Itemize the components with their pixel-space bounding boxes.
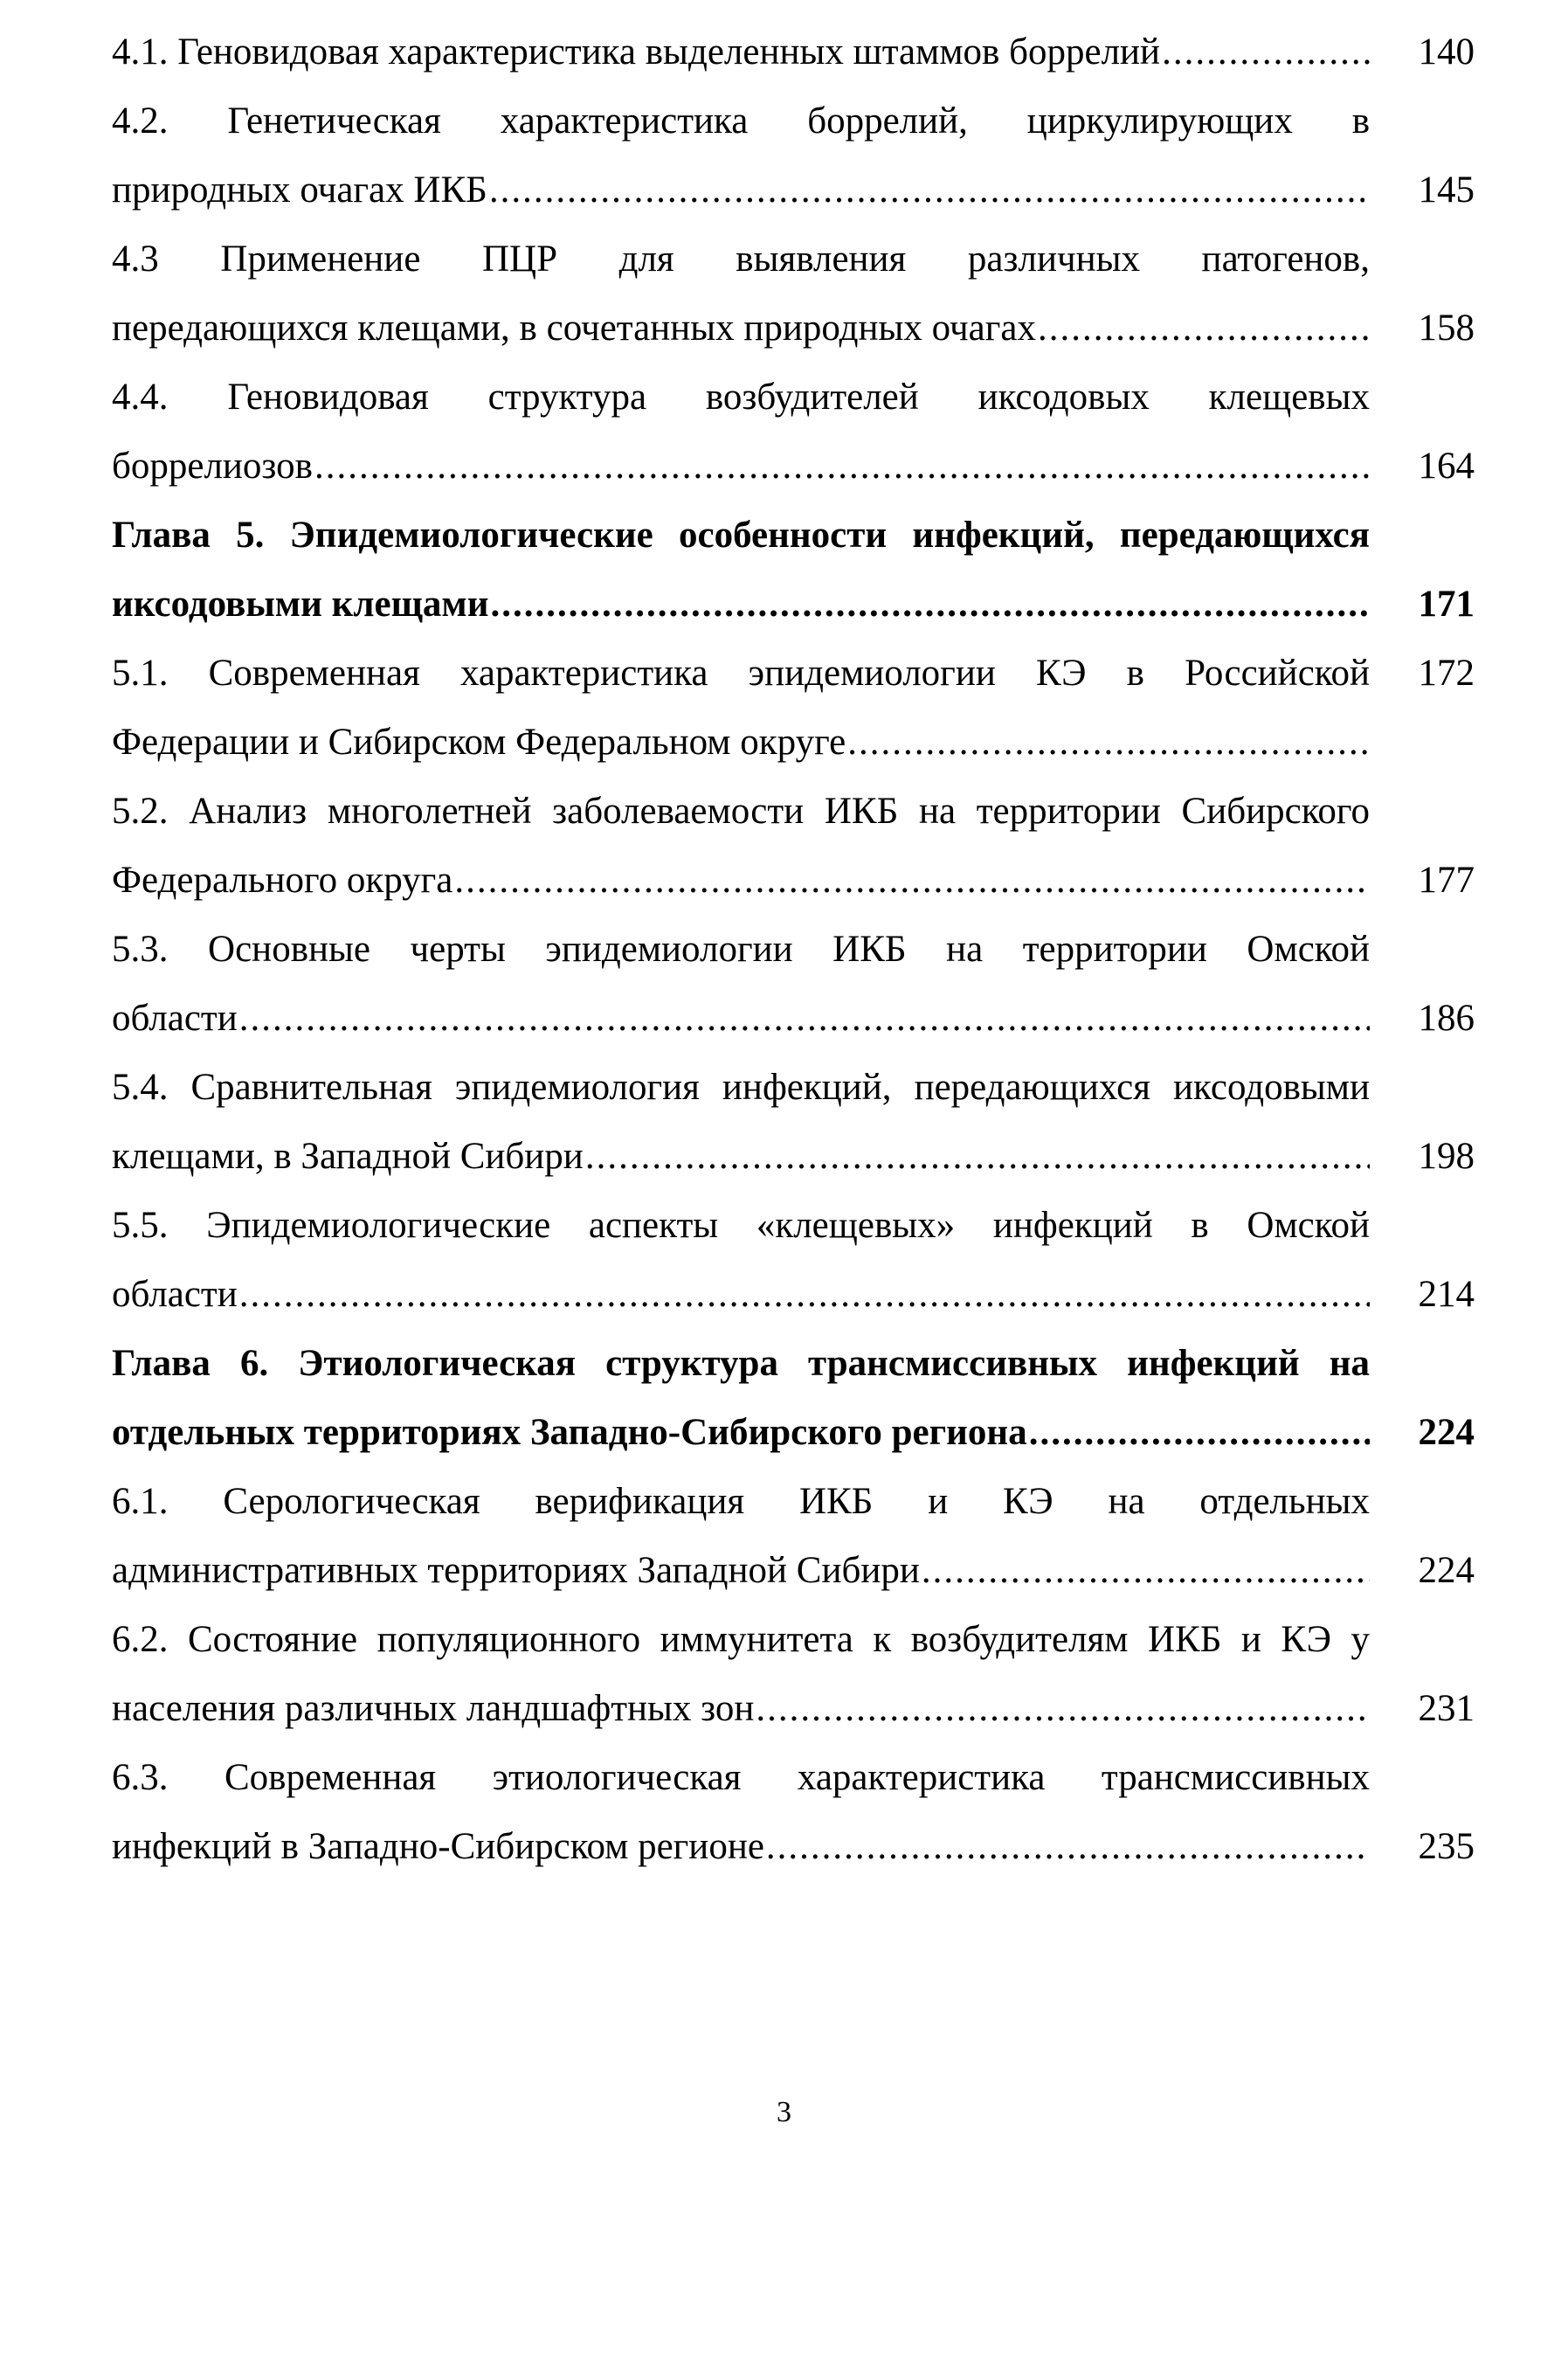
toc-entry-title-line: 4.3 Применение ПЦР для выявления различных патогенов,: [112, 239, 1370, 280]
toc-page-number: 172: [1418, 653, 1475, 694]
toc-entry-title-line: населения различных ландшафтных зон: [112, 1688, 755, 1729]
dot-leader: [314, 432, 1370, 501]
toc-entry-line: [112, 1536, 1475, 1605]
toc-entry-title-line: клещами, в Западной Сибири: [112, 1136, 584, 1177]
toc-entry-text: [112, 846, 1370, 915]
toc-entry-title-line: 4.1. Геновидовая характеристика выделенных штаммов боррелий: [112, 31, 1161, 73]
toc-entry-line: [112, 1260, 1475, 1329]
toc-entry-title-line: инфекций в Западно-Сибирском регионе: [112, 1826, 764, 1867]
toc-entry-text: [112, 86, 1370, 156]
toc-page-number: 158: [1418, 308, 1475, 349]
toc-entry-title-line: 4.2. Генетическая характеристика боррелий, циркулирующих в: [112, 100, 1370, 142]
toc-section-entry: [112, 1053, 1475, 1191]
toc-entry-title-line: Глава 5. Эпидемиологические особенности инфекций, передающихся: [112, 515, 1370, 556]
toc-chapter-entry: [112, 501, 1475, 639]
toc-page-number: 235: [1418, 1826, 1475, 1867]
toc-entry-title-line: 5.4. Сравнительная эпидемиология инфекций, передающихся иксодовыми: [112, 1067, 1370, 1108]
toc-page-number: 140: [1418, 31, 1475, 73]
dot-leader: [489, 156, 1370, 225]
toc-page-number: 186: [1418, 998, 1475, 1039]
toc-entry-text: [112, 1605, 1370, 1674]
page-number: 3: [777, 2096, 791, 2128]
toc-section-entry: [112, 915, 1475, 1053]
toc-entry-line: [112, 1053, 1475, 1122]
toc-entry-line: [112, 294, 1475, 363]
toc-entry-title-line: 5.2. Анализ многолетней заболеваемости ИКБ на территории Сибирского: [112, 791, 1370, 832]
toc-entry-text: [112, 1398, 1370, 1467]
toc-page-number: 224: [1418, 1412, 1475, 1453]
toc-entry-line: [112, 915, 1475, 984]
toc-entry-title-line: передающихся клещами, в сочетанных природных очагах: [112, 308, 1036, 349]
toc-entry-title-line: 6.2. Состояние популяционного иммунитета к возбудителям ИКБ и КЭ у: [112, 1619, 1370, 1660]
toc-entry-text: [112, 1329, 1370, 1398]
toc-entry-line: [112, 225, 1475, 294]
toc-entry-text: [112, 570, 1370, 639]
toc-entry-line: [112, 1122, 1475, 1191]
toc-entry-line: [112, 1605, 1475, 1674]
toc-entry-text: [112, 984, 1370, 1053]
toc-entry-title-line: области: [112, 1274, 238, 1315]
toc-entry-title-line: природных очагах ИКБ: [112, 169, 487, 211]
toc-entry-title-line: Глава 6. Этиологическая структура трансмиссивных инфекций на: [112, 1343, 1370, 1384]
toc-section-entry: [112, 777, 1475, 915]
toc-entry-line: [112, 1191, 1475, 1260]
toc-entry-line: [112, 363, 1475, 432]
dot-leader: [239, 1260, 1370, 1329]
toc-entry-line: [112, 570, 1475, 639]
toc-entry-title-line: 5.5. Эпидемиологические аспекты «клещевых» инфекций в Омской: [112, 1205, 1370, 1246]
toc-entry-title-line: 6.1. Серологическая верификация ИКБ и КЭ на отдельных: [112, 1481, 1370, 1522]
toc-page-number: 231: [1418, 1688, 1475, 1729]
dot-leader: [585, 1122, 1370, 1191]
toc-section-entry: [112, 1191, 1475, 1329]
toc-entry-text: [112, 294, 1370, 363]
toc-section-entry: [112, 86, 1475, 225]
toc-entry-text: [112, 1674, 1370, 1743]
dot-leader: [847, 708, 1370, 777]
toc-entry-text: [112, 1053, 1370, 1122]
toc-entry-text: [112, 432, 1370, 501]
toc-entry-line: [112, 1398, 1475, 1467]
toc-entry-line: [112, 639, 1475, 708]
toc-section-entry: [112, 225, 1475, 363]
toc-entry-text: [112, 639, 1370, 708]
toc-entry-line: [112, 501, 1475, 570]
toc-entry-line: [112, 1812, 1475, 1881]
toc-chapter-entry: [112, 1329, 1475, 1467]
toc-entry-line: [112, 86, 1475, 156]
dot-leader: [922, 1536, 1370, 1605]
toc-entry-text: [112, 17, 1370, 86]
toc-entry-line: [112, 432, 1475, 501]
dot-leader: [490, 570, 1370, 639]
dot-leader: [1162, 17, 1370, 86]
toc-entry-title-line: боррелиозов: [112, 446, 313, 487]
toc-entry-line: [112, 1329, 1475, 1398]
table-of-contents: [112, 17, 1475, 1881]
toc-entry-text: [112, 1191, 1370, 1260]
toc-entry-line: [112, 708, 1475, 777]
toc-entry-line: [112, 1467, 1475, 1536]
toc-entry-title-line: 5.1. Современная характеристика эпидемиологии КЭ в Российской: [112, 653, 1370, 694]
toc-entry-line: [112, 984, 1475, 1053]
toc-entry-text: [112, 777, 1370, 846]
toc-entry-text: [112, 156, 1370, 225]
toc-entry-title-line: Федерации и Сибирском Федеральном округе: [112, 722, 846, 763]
dot-leader: [239, 984, 1370, 1053]
toc-entry-title-line: 6.3. Современная этиологическая характеристика трансмиссивных: [112, 1757, 1370, 1798]
toc-entry-text: [112, 1743, 1370, 1812]
toc-entry-text: [112, 1812, 1370, 1881]
toc-page-number: 198: [1418, 1136, 1475, 1177]
toc-section-entry: [112, 1743, 1475, 1881]
dot-leader: [756, 1674, 1370, 1743]
toc-entry-line: [112, 1674, 1475, 1743]
toc-entry-text: [112, 225, 1370, 294]
toc-entry-title-line: 5.3. Основные черты эпидемиологии ИКБ на территории Омской: [112, 929, 1370, 970]
toc-entry-line: [112, 1743, 1475, 1812]
toc-entry-line: [112, 846, 1475, 915]
toc-entry-title-line: области: [112, 998, 238, 1039]
toc-page-number: 214: [1418, 1274, 1475, 1315]
toc-entry-text: [112, 501, 1370, 570]
toc-section-entry: [112, 363, 1475, 501]
toc-entry-line: [112, 156, 1475, 225]
toc-section-entry: [112, 1605, 1475, 1743]
dot-leader: [766, 1812, 1370, 1881]
toc-entry-title-line: Федерального округа: [112, 860, 453, 901]
toc-page-number: 177: [1418, 860, 1475, 901]
toc-section-entry: [112, 1467, 1475, 1605]
toc-entry-title-line: отдельных территориях Западно-Сибирского региона: [112, 1412, 1027, 1453]
toc-entry-title-line: административных территориях Западной Сибири: [112, 1550, 920, 1591]
toc-entry-title-line: 4.4. Геновидовая структура возбудителей иксодовых клещевых: [112, 377, 1370, 418]
toc-entry-text: [112, 1260, 1370, 1329]
toc-entry-line: [112, 17, 1475, 86]
toc-page-number: 164: [1418, 446, 1475, 487]
toc-entry-text: [112, 915, 1370, 984]
dot-leader: [454, 846, 1370, 915]
toc-entry-line: [112, 777, 1475, 846]
toc-section-entry: [112, 17, 1475, 86]
toc-page-number: 171: [1418, 584, 1475, 625]
toc-entry-title-line: иксодовыми клещами: [112, 584, 489, 625]
toc-entry-text: [112, 1122, 1370, 1191]
dot-leader: [1029, 1398, 1370, 1467]
toc-page-number: 145: [1418, 169, 1475, 211]
toc-entry-text: [112, 708, 1370, 777]
toc-page-number: 224: [1418, 1550, 1475, 1591]
toc-section-entry: [112, 639, 1475, 777]
toc-entry-text: [112, 1536, 1370, 1605]
toc-entry-text: [112, 1467, 1370, 1536]
toc-entry-text: [112, 363, 1370, 432]
dot-leader: [1038, 294, 1370, 363]
